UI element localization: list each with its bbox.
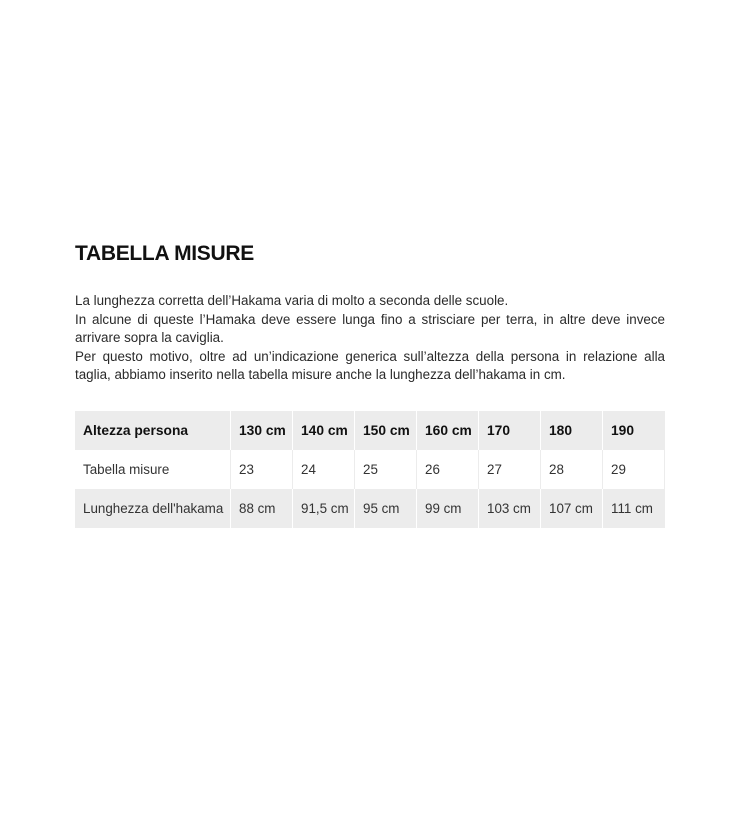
- table-header-cell: 150 cm: [355, 411, 417, 450]
- table-header-cell: Altezza persona: [75, 411, 231, 450]
- size-guide-section: [75, 240, 665, 528]
- table-cell: 88 cm: [231, 489, 293, 528]
- page-title: TABELLA MISURE: [75, 242, 254, 265]
- table-header-cell: 180: [541, 411, 603, 450]
- table-header-row: [75, 411, 665, 450]
- size-table: [75, 411, 665, 528]
- intro-paragraph-2: In alcune di queste l’Hamaka deve essere lunga fino a strisciare per terra, in altre deve invece arrivare sopra la caviglia.: [75, 311, 665, 345]
- table-header-cell: 190: [603, 411, 665, 450]
- table-header-cell: 160 cm: [417, 411, 479, 450]
- table-cell: 111 cm: [603, 489, 665, 528]
- table-cell: 95 cm: [355, 489, 417, 528]
- table-cell: Tabella misure: [75, 450, 231, 489]
- table-cell: 28: [541, 450, 603, 489]
- intro-paragraph-1: La lunghezza corretta dell’Hakama varia di molto a seconda delle scuole.: [75, 293, 509, 308]
- table-header-cell: 170: [479, 411, 541, 450]
- table-cell: 103 cm: [479, 489, 541, 528]
- table-cell: 24: [293, 450, 355, 489]
- table-cell: 99 cm: [417, 489, 479, 528]
- table-row: [75, 489, 665, 528]
- table-header-cell: 130 cm: [231, 411, 293, 450]
- table-row: [75, 450, 665, 489]
- table-cell: Lunghezza dell'hakama: [75, 489, 231, 528]
- table-header-cell: 140 cm: [293, 411, 355, 450]
- table-cell: 107 cm: [541, 489, 603, 528]
- table-cell: 29: [603, 450, 665, 489]
- table-cell: 25: [355, 450, 417, 489]
- table-cell: 26: [417, 450, 479, 489]
- table-cell: 27: [479, 450, 541, 489]
- intro-text: [75, 292, 665, 385]
- intro-paragraph-3: Per questo motivo, oltre ad un’indicazione generica sull’altezza della persona in relazione alla taglia, abbiamo inserito nella tabella misure anche la lunghezza dell’hakama in cm.: [75, 348, 665, 382]
- table-cell: 23: [231, 450, 293, 489]
- table-cell: 91,5 cm: [293, 489, 355, 528]
